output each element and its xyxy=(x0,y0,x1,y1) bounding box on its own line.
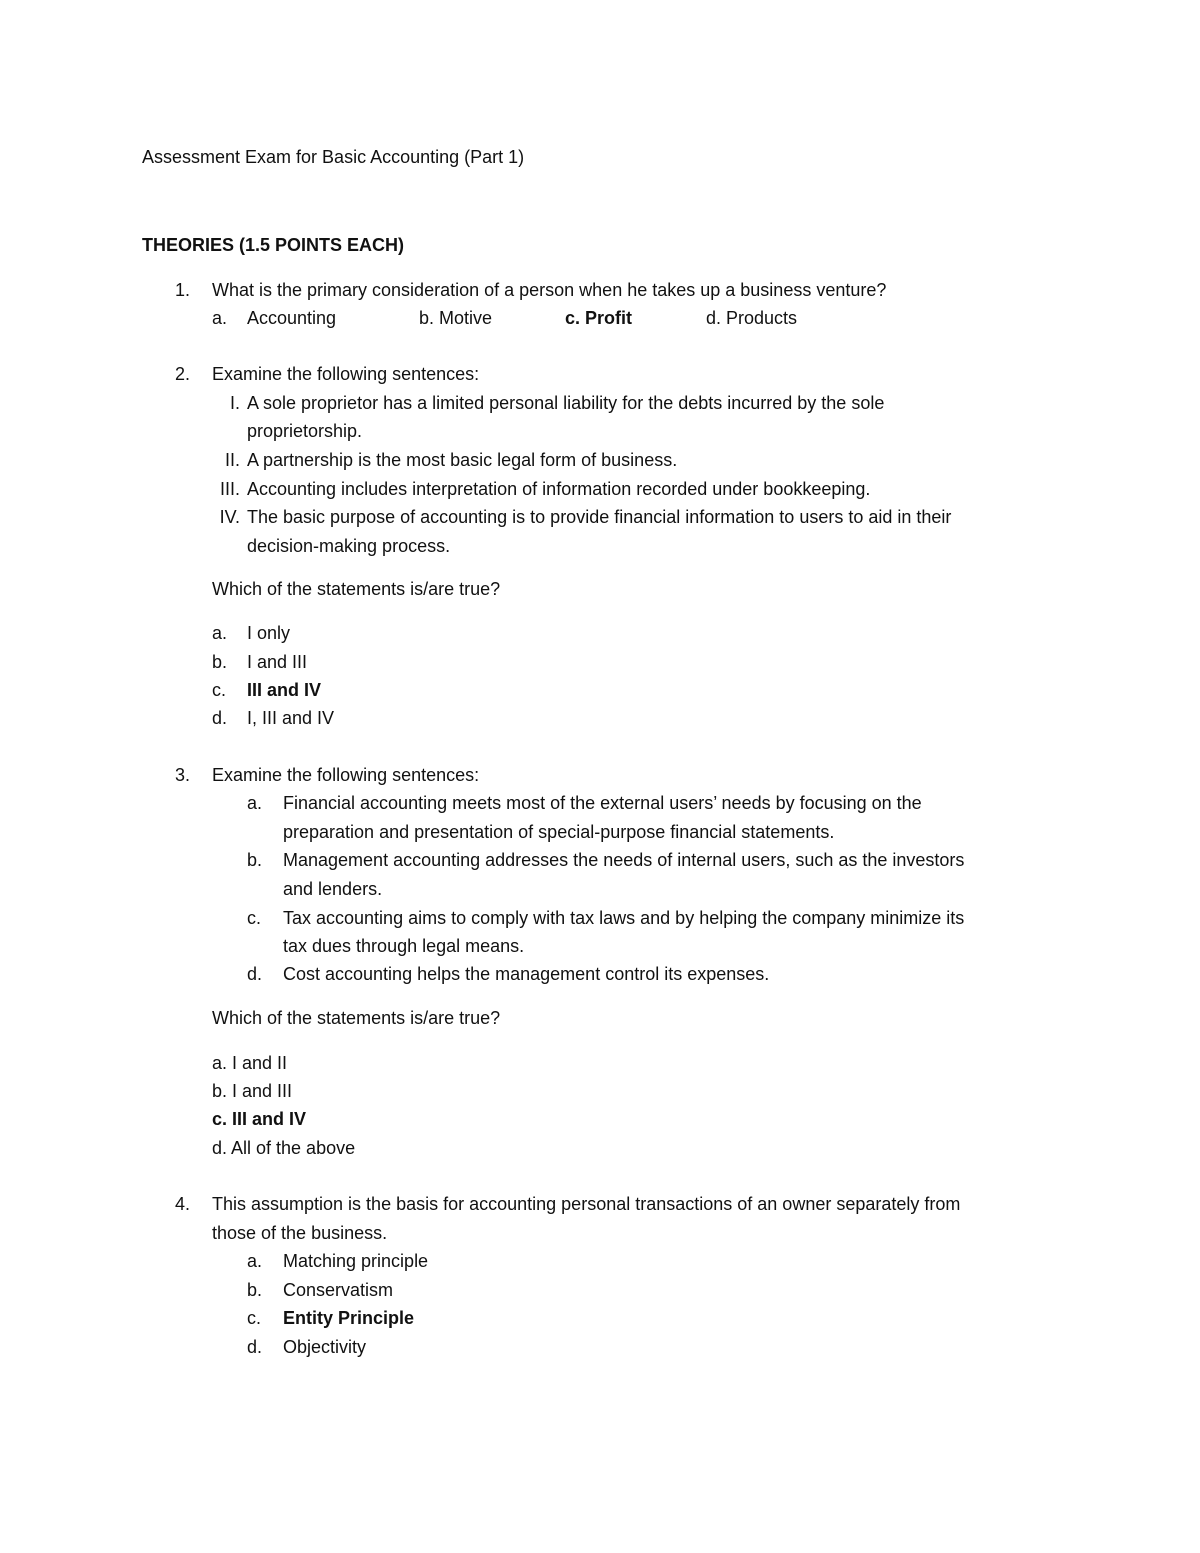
statement-line: tax dues through legal means. xyxy=(283,936,525,956)
choice-text: d. Products xyxy=(706,308,798,328)
statement-line: A sole proprietor has a limited personal liability for the debts incurred by the sole xyxy=(247,393,885,413)
question-text: Examine the following sentences: xyxy=(212,765,480,785)
choice-label: b. xyxy=(247,1280,263,1300)
statement-line: Accounting includes interpretation of information recorded under bookkeeping. xyxy=(247,479,871,499)
statement-line: proprietorship. xyxy=(247,421,363,441)
choice-text: I, III and IV xyxy=(247,708,335,728)
statement-label: a. xyxy=(247,793,263,813)
choice-label: d. xyxy=(212,708,228,728)
choice-text: b. Motive xyxy=(419,308,493,328)
choice-label: d. xyxy=(247,1337,263,1357)
choice-answer: III and IV xyxy=(247,680,322,700)
statement-line: and lenders. xyxy=(283,879,383,899)
choice-label: a. xyxy=(212,623,228,643)
question-prompt: Which of the statements is/are true? xyxy=(212,1008,501,1028)
choice-text: I only xyxy=(247,623,291,643)
statement-label: d. xyxy=(247,964,263,984)
choice-answer: c. Profit xyxy=(565,308,633,328)
question-line: This assumption is the basis for accounting personal transactions of an owner separately from xyxy=(212,1194,961,1214)
choice-label: a. xyxy=(247,1251,263,1271)
document-title: Assessment Exam for Basic Accounting (Part 1) xyxy=(142,147,525,167)
choice-text: d. All of the above xyxy=(212,1138,356,1158)
statement-label: III. xyxy=(219,479,240,499)
choice-text: Accounting xyxy=(247,308,337,328)
statement-label: b. xyxy=(247,850,263,870)
question-line: those of the business. xyxy=(212,1223,388,1243)
statement-line: The basic purpose of accounting is to provide financial information to users to aid in their xyxy=(247,507,952,527)
question-number: 1. xyxy=(175,280,191,300)
statement-label: IV. xyxy=(219,507,240,527)
question-number: 2. xyxy=(175,364,191,384)
statement-label: I. xyxy=(229,393,240,413)
choice-answer: c. III and IV xyxy=(212,1109,307,1129)
question-number: 4. xyxy=(175,1194,191,1214)
statement-line: decision-making process. xyxy=(247,536,451,556)
statement-line: Tax accounting aims to comply with tax laws and by helping the company minimize its xyxy=(283,908,965,928)
choice-label: c. xyxy=(247,1308,262,1328)
statement-line: preparation and presentation of special-purpose financial statements. xyxy=(283,822,835,842)
choice-label: a. xyxy=(212,308,228,328)
choice-text: b. I and III xyxy=(212,1081,293,1101)
section-heading: THEORIES (1.5 POINTS EACH) xyxy=(142,235,405,255)
statement-line: Cost accounting helps the management control its expenses. xyxy=(283,964,770,984)
statement-label: c. xyxy=(247,908,262,928)
choice-text: Objectivity xyxy=(283,1337,367,1357)
choice-label: b. xyxy=(212,652,228,672)
choice-text: Conservatism xyxy=(283,1280,394,1300)
question-prompt: Which of the statements is/are true? xyxy=(212,579,501,599)
choice-answer: Entity Principle xyxy=(283,1308,415,1328)
statement-line: Financial accounting meets most of the external users’ needs by focusing on the xyxy=(283,793,922,813)
statement-label: II. xyxy=(224,450,240,470)
question-text: What is the primary consideration of a person when he takes up a business venture? xyxy=(212,280,887,300)
choice-text: Matching principle xyxy=(283,1251,429,1271)
statement-line: Management accounting addresses the needs of internal users, such as the investors xyxy=(283,850,965,870)
choice-text: I and III xyxy=(247,652,308,672)
choice-text: a. I and II xyxy=(212,1053,288,1073)
question-text: Examine the following sentences: xyxy=(212,364,480,384)
statement-line: A partnership is the most basic legal form of business. xyxy=(247,450,678,470)
question-number: 3. xyxy=(175,765,191,785)
choice-label: c. xyxy=(212,680,227,700)
